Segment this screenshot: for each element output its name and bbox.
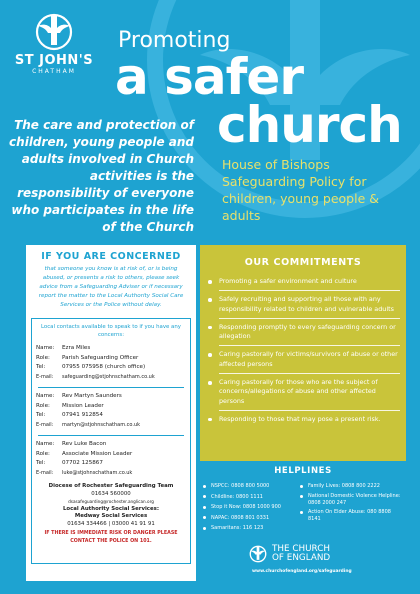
- role-label: Role:: [36, 354, 50, 361]
- helpline-item: NAPAC: 0808 801 0331: [203, 513, 295, 524]
- safeguarding-url[interactable]: www.churchofengland.org/safeguarding: [252, 569, 352, 574]
- coe-line1: THE CHURCH: [272, 543, 330, 554]
- divider: [219, 373, 400, 374]
- st-johns-logo: [10, 12, 98, 76]
- commitments-panel: [200, 245, 406, 461]
- contact-tel: 07702 125867: [62, 460, 103, 466]
- divider: [219, 345, 400, 346]
- cross-circle-icon: [248, 544, 268, 564]
- headline-promoting: Promoting: [118, 28, 231, 53]
- helpline-item: Family Lives: 0808 800 2222: [300, 481, 405, 492]
- contact-role: Mission Leader: [62, 402, 104, 409]
- contact-tel: 07941 912854: [62, 412, 103, 418]
- concern-text: that someone you know is at risk of, or is being abused, or presents a risk to others, please seek advice from a Safeguarding Adviser or if necessary report the matter to the Local Authority Social Care Services or the Police without delay.: [38, 266, 184, 308]
- email-label: E-mail:: [36, 421, 54, 428]
- contact-name: Rev Luke Bacon: [62, 441, 107, 447]
- contact-name: Rev Martyn Saunders: [62, 393, 122, 399]
- email-label: E-mail:: [36, 469, 54, 476]
- helpline-item: Action On Elder Abuse: 080 8808 8141: [300, 509, 405, 523]
- divider: [219, 290, 400, 291]
- commitments-list: [200, 277, 406, 424]
- contact-name: Ezra Miles: [62, 345, 91, 351]
- commitment-item: Caring pastorally for victims/survivors of abuse or other affected persons: [207, 350, 400, 369]
- helpline-item: Stop it Now: 0808 1000 900: [203, 502, 295, 513]
- helpline-item: National Domestic Violence Helpline: 0808 2000 247: [300, 493, 405, 507]
- helpline-item: NSPCC: 0808 800 5000: [203, 481, 295, 492]
- logo-location: CHATHAM: [32, 68, 76, 75]
- concern-title: IF YOU ARE CONCERNED: [41, 251, 181, 262]
- diocese-name: Diocese of Rochester Safeguarding Team: [48, 483, 174, 489]
- name-label: Name:: [36, 393, 55, 399]
- role-label: Role:: [36, 450, 50, 457]
- name-label: Name:: [36, 345, 55, 351]
- tel-label: Tel:: [36, 460, 46, 466]
- commitment-item: Promoting a safer environment and culture: [207, 277, 400, 286]
- headline-a-safer: a safer: [115, 48, 303, 106]
- commitment-item: Responding promptly to every safeguarding concern or allegation: [207, 323, 400, 342]
- diocese-contacts: [36, 483, 186, 528]
- contact-card: [36, 344, 186, 382]
- coe-line2: OF ENGLAND: [272, 553, 331, 563]
- commitment-item: Caring pastorally for those who are the subject of concerns/allegations of abuse and other affected persons: [207, 378, 400, 406]
- contact-tel: 07955 075958 (church office): [62, 364, 146, 370]
- church-of-england-logo: [248, 544, 330, 564]
- helplines-left-list: [203, 481, 295, 534]
- contact-card: [36, 392, 186, 430]
- contact-email: safeguarding@stjohnschatham.co.uk: [62, 373, 155, 380]
- divider: [219, 318, 400, 319]
- contact-email: martyn@stjohnschatham.co.uk: [62, 421, 141, 428]
- tel-label: Tel:: [36, 364, 46, 370]
- helpline-item: Childline: 0800 1111: [203, 492, 295, 503]
- email-label: E-mail:: [36, 373, 54, 380]
- local-authority-title: Local Authority Social Services:: [62, 505, 160, 512]
- logo-name: ST JOHN'S: [14, 53, 94, 68]
- local-authority-name: Medway Social Services: [74, 513, 148, 519]
- contacts-intro: Local contacts available to speak to if you have any concerns:: [41, 324, 181, 338]
- helplines-title: HELPLINES: [274, 466, 332, 476]
- role-label: Role:: [36, 402, 50, 409]
- local-contacts-box: [31, 318, 191, 564]
- concern-panel: [26, 245, 196, 581]
- policy-title: House of Bishops Safeguarding Policy for children, young people & adults: [222, 157, 379, 223]
- diocese-email: dsasafeguarding@rochester.anglican.org: [68, 499, 154, 504]
- emergency-notice: IF THERE IS IMMEDIATE RISK OR DANGER PLEASE CONTACT THE POLICE ON 101.: [44, 531, 178, 544]
- headline-church: church: [217, 96, 402, 154]
- commitment-item: Responding to those that may pose a present risk.: [207, 415, 400, 424]
- commitment-item: Safely recruiting and supporting all those with any responsibility related to children and vulnerable adults: [207, 295, 400, 314]
- intro-statement: The care and protection of children, young people and adults involved in Church activities is the responsibility of everyone who participates in the life of the Church: [9, 118, 194, 234]
- contact-role: Associate Mission Leader: [62, 450, 133, 457]
- diocese-tel: 01634 560000: [91, 490, 131, 497]
- divider: [38, 435, 184, 436]
- helpline-item: Samaritans: 116 123: [203, 523, 295, 534]
- helplines-right-list: [300, 481, 405, 525]
- cross-circle-icon: [32, 12, 76, 52]
- contact-email: luke@stjohnschatham.co.uk: [62, 469, 133, 476]
- contact-card: [36, 440, 186, 478]
- local-authority-tel: 01634 334466 | 03000 41 91 91: [67, 520, 155, 527]
- tel-label: Tel:: [36, 412, 46, 418]
- contact-role: Parish Safeguarding Officer: [62, 354, 139, 361]
- divider: [38, 387, 184, 388]
- commitments-title: OUR COMMITMENTS: [244, 257, 362, 268]
- name-label: Name:: [36, 441, 55, 447]
- divider: [219, 410, 400, 411]
